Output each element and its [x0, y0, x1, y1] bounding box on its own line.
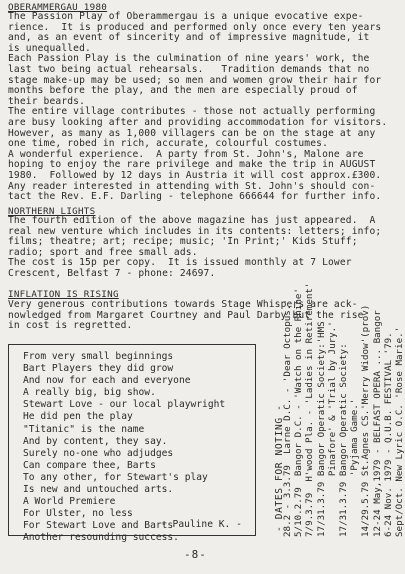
page-number: -8-	[184, 548, 207, 561]
dates-panel	[262, 282, 405, 552]
oberammergau-heading: OBERAMMERGAU 1980	[8, 2, 108, 13]
poem-box	[8, 344, 256, 544]
dates-list: 28.2 - 3.3.79 Larne D.C. - 'Dear Octopus.' 5/10.2.79 Bangor D.C. - 'Watch on the Rhine' 7/9.3.79 H'wood Pla. - 'Ladies in Retirement' 17/31.3.79 Bangor Operatic Society:'HMS Pinafore' & 'Trial by Jury.' 17/31.3.79 Bangor Operatic Society: 'Pyjama Game.' 14/29.5.79 St.Agnes CS.'Merry Widow'(prov) 12-24 May,1979 - BELFAST OPERA ... Bangor 6-24 Nov. 1979 - Q.U.B. FESTIVAL '79. Sept/Oct. New Lyric O.C. 'Rose Marie.'	[282, 282, 405, 537]
poem-author: - Pauline K. -	[161, 519, 242, 530]
northern-lights-heading: NORTHERN LIGHTS	[8, 206, 96, 217]
dates-title: - DATES FOR NOTING -	[274, 404, 285, 532]
poem-text: From very small beginnings Bart Players they did grow And now for each and everyone A really big, big show. Stewart Love - our local playwright He did pen the play "Titanic" is the name And by content, they say. Surely no-one who adjudges Can compare thee, Barts To any other, for Stewart's play Is new and untouched arts. A World Premiere For Ulster, no less For Stewart Love and Barts Another resounding success.	[23, 351, 226, 544]
oberammergau-text: The Passion Play of Oberammergau is a unique evocative expe- rience. It is produced and performed only once every ten years and, as an event of sincerity and of impressive magnitude, it is unequalled. Each Passion Play is the culmination of nine years' work, the last two being actual rehearsals. Tradition demands that no stage make-up may be used; so men and women grow their hair for months before the play, and the men are especially proud of their beards. The entire village contributes - those not actually performing are busy looking after and providing accommodation for visitors. However, as many as 1,000 villagers can be on the stage at any one time, robed in rich, accurate, colourful costumes. A wonderful experience. A party from St. John's, Malone are hoping to enjoy the rare privilege and make the trip in AUGUST 1980. Followed by 12 days in Austria it will cost approx.£300. Any reader interested in attending with St. John's should con- tact the Rev. E.F. Darling - telephone 666644 for further info.	[8, 11, 388, 203]
inflation-heading: INFLATION IS RISING	[8, 289, 119, 300]
inflation-text: Very generous contributions towards Stage Whispers are ack- nowledged from Margaret Courtney and Paul Darby but the rise in cost is regretted.	[8, 299, 364, 332]
northern-lights-text: The fourth edition of the above magazine has just appeared. A real new venture which includes in its contents: letters; info; films; theatre; art; recipe; music; 'In Print;' Kids Stuff; radio; sport and free small ads. The cost is 15p per copy. It is issued monthly at 7 Lower Crescent, Belfast 7 - phone: 24697.	[8, 215, 382, 279]
